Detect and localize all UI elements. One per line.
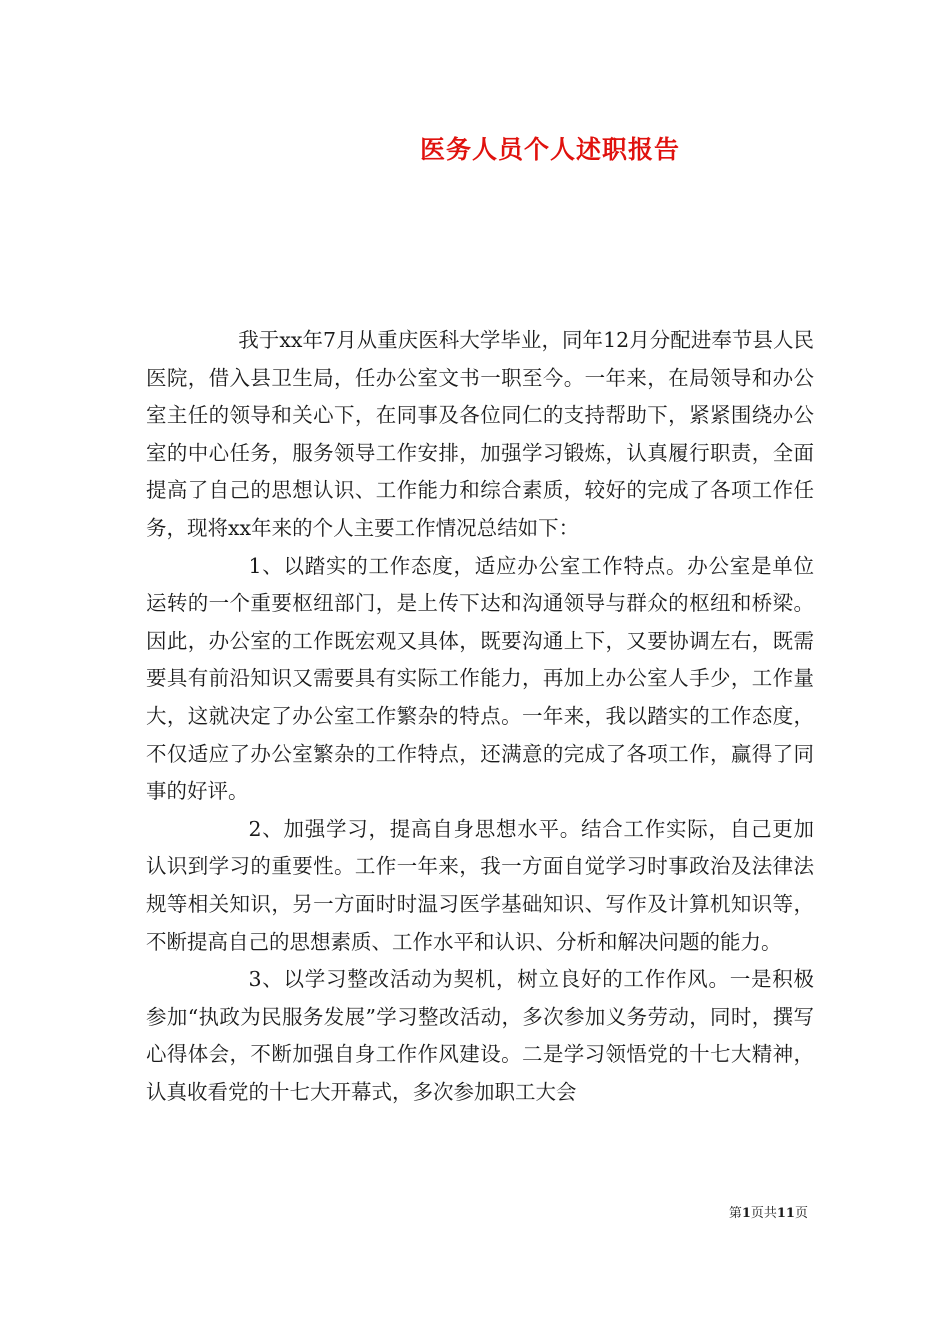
- paragraph-item-1: 1、以踏实的工作态度，适应办公室工作特点。办公室是单位运转的一个重要枢纽部门，是上传下达和沟通领导与群众的枢纽和桥梁。因此，办公室的工作既宏观又具体，既要沟通上下，又要协调左右，既需要具有前沿知识又需要具有实际工作能力，再加上办公室人手少，工作量大，这就决定了办公室工作繁杂的特点。一年来，我以踏实的工作态度，不仅适应了办公室繁杂的工作特点，还满意的完成了各项工作，赢得了同事的好评。: [146, 553, 814, 804]
- paragraph-item-2: 2、加强学习，提高自身思想水平。结合工作实际，自己更加认识到学习的重要性。工作一年来，我一方面自觉学习时事政治及法律法规等相关知识，另一方面时时温习医学基础知识、写作及计算机知识等，不断提高自己的思想素质、工作水平和认识、分析和解决问题的能力。: [146, 816, 814, 954]
- paragraph-intro: 我于xx年7月从重庆医科大学毕业，同年12月分配进奉节县人民医院，借入县卫生局，任办公室文书一职至今。一年来，在局领导和办公室主任的领导和关心下，在同事及各位同仁的支持帮助下，紧紧围绕办公室的中心任务，服务领导工作安排，加强学习锻炼，认真履行职责，全面提高了自己的思想认识、工作能力和综合素质，较好的完成了各项工作任务，现将xx年来的个人主要工作情况总结如下：: [146, 328, 814, 540]
- footer-total-pages: 11: [776, 1206, 795, 1221]
- footer-middle: 页共: [750, 1206, 777, 1221]
- page-number-footer: [0, 1204, 808, 1224]
- footer-current-page: 1: [741, 1206, 751, 1221]
- paragraph-item-3: 3、以学习整改活动为契机，树立良好的工作作风。一是积极参加“执政为民服务发展”学习整改活动，多次参加义务劳动，同时，撰写心得体会，不断加强自身工作作风建设。二是学习领悟党的十七大精神，认真收看党的十七大开幕式，多次参加职工大会: [146, 967, 814, 1104]
- document-title: 医务人员个人述职报告: [419, 135, 680, 164]
- document-body: [146, 322, 814, 1111]
- footer-suffix: 页: [794, 1206, 808, 1221]
- footer-prefix: 第: [728, 1206, 742, 1221]
